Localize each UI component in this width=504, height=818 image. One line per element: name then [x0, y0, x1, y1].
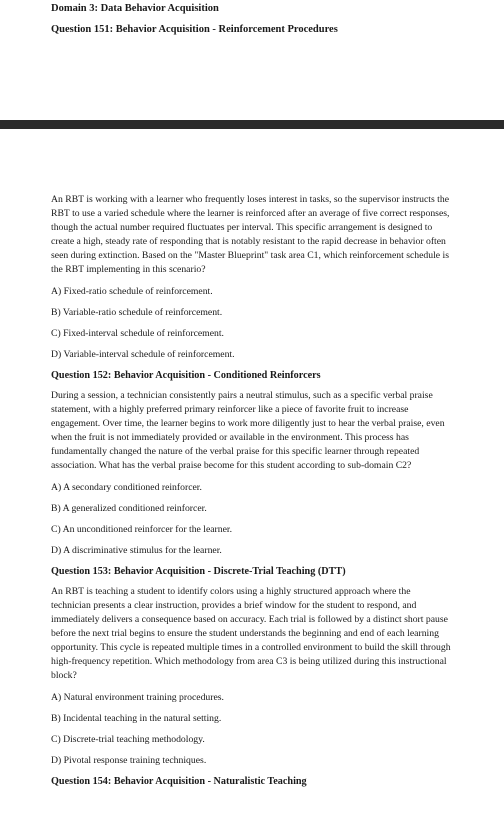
question-153-stem: An RBT is teaching a student to identify colors using a highly structured approach where the technician presents a clear instruction, provides a brief window for the student to respond, and immediately delivers a consequence based on accuracy. Each trial is followed by a distinct short pause before the next trial begins to ensure the student understands the beginning and end of each learning opportunity. This cycle is repeated multiple times in a controlled environment to build the skill through high-frequency repetition. Which methodology from area C3 is being utilized during this instructional block?	[51, 586, 451, 681]
question-152-option-a: A) A secondary conditioned reinforcer.	[51, 482, 202, 493]
question-152-option-d: D) A discriminative stimulus for the learner.	[51, 545, 222, 556]
question-151-option-a: A) Fixed-ratio schedule of reinforcement.	[51, 286, 213, 297]
question-152-title: Question 152: Behavior Acquisition - Conditioned Reinforcers	[51, 370, 321, 381]
question-151-option-b: B) Variable-ratio schedule of reinforcement.	[51, 307, 223, 318]
question-153-option-a: A) Natural environment training procedures.	[51, 692, 224, 703]
question-151-stem: An RBT is working with a learner who frequently loses interest in tasks, so the supervisor instructs the RBT to use a varied schedule where the learner is reinforced after an average of five correct responses, though the actual number required fluctuates per interval. This specific arrangement is designed to create a high, steady rate of responding that is notably resistant to the rapid decrease in behavior often seen during extinction. Based on the "Master Blueprint" task area C1, which reinforcement schedule is the RBT implementing in this scenario?	[51, 194, 450, 275]
question-153-title: Question 153: Behavior Acquisition - Discrete-Trial Teaching (DTT)	[51, 566, 346, 577]
question-151-option-c: C) Fixed-interval schedule of reinforcement.	[51, 328, 224, 339]
question-153-option-d: D) Pivotal response training techniques.	[51, 755, 207, 766]
question-152-option-b: B) A generalized conditioned reinforcer.	[51, 503, 207, 514]
question-152-option-c: C) An unconditioned reinforcer for the learner.	[51, 524, 233, 535]
question-152-stem: During a session, a technician consistently pairs a neutral stimulus, such as a specific verbal praise statement, with a highly preferred primary reinforcer like a piece of favorite fruit to increase engagement. Over time, the learner begins to work more diligently just to hear the verbal praise, even when the fruit is not immediately provided or available in the environment. This process has fundamentally changed the nature of the verbal praise for this specific learner through repeated association. What has the verbal praise become for this student according to sub-domain C2?	[51, 390, 445, 471]
question-154-title: Question 154: Behavior Acquisition - Naturalistic Teaching	[51, 776, 307, 787]
question-153-option-b: B) Incidental teaching in the natural setting.	[51, 713, 222, 724]
question-153-option-c: C) Discrete-trial teaching methodology.	[51, 734, 205, 745]
page-content	[51, 193, 451, 795]
page-break-bar	[0, 120, 504, 129]
domain-heading: Domain 3: Data Behavior Acquisition	[51, 3, 219, 14]
question-151-title: Question 151: Behavior Acquisition - Reinforcement Procedures	[51, 24, 338, 35]
question-151-option-d: D) Variable-interval schedule of reinforcement.	[51, 349, 235, 360]
